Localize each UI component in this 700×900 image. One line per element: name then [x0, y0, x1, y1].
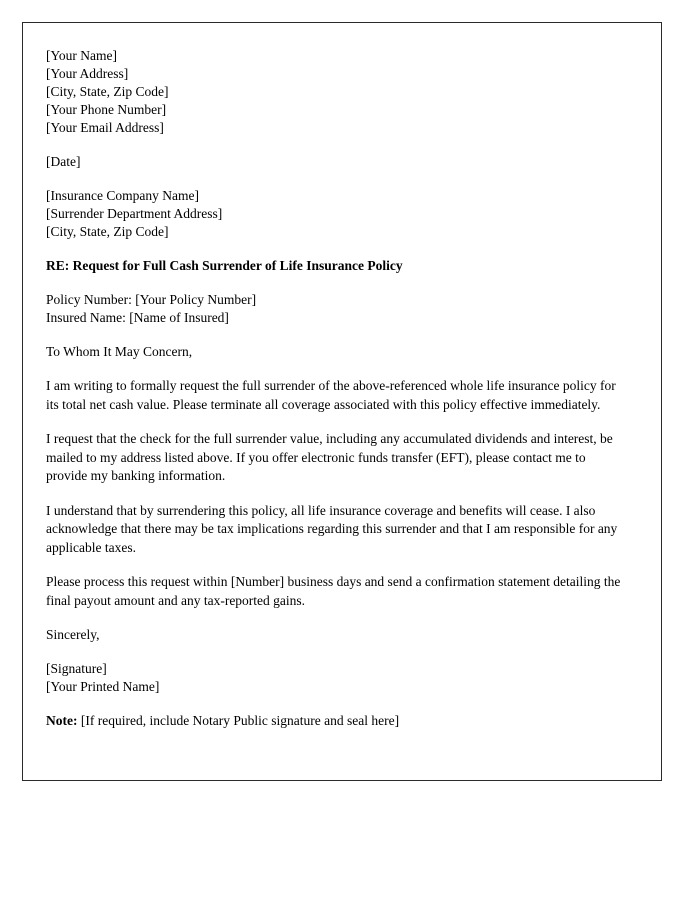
- body-paragraph-3: [46, 502, 626, 558]
- body-paragraph-1: [46, 377, 626, 414]
- signature-placeholder: [Signature]: [46, 661, 107, 676]
- date-line: [Date]: [46, 154, 81, 169]
- recipient-department: [Surrender Department Address]: [46, 206, 223, 221]
- sender-street: [Your Address]: [46, 66, 129, 81]
- subject-line: RE: Request for Full Cash Surrender of Life Insurance Policy: [46, 258, 403, 273]
- letter-content: [46, 47, 626, 730]
- sender-email: [Your Email Address]: [46, 120, 164, 135]
- subject-block: [46, 257, 626, 275]
- policy-reference-block: [46, 291, 626, 327]
- recipient-city-state-zip: [City, State, Zip Code]: [46, 224, 169, 239]
- body-paragraph-2: [46, 430, 626, 486]
- paragraph-text: I request that the check for the full surrender value, including any accumulated dividends and interest, be mailed to my address listed above. If you offer electronic funds transfer (EFT), please contact me to provide my banking information.: [46, 431, 613, 483]
- printed-name-placeholder: [Your Printed Name]: [46, 679, 160, 694]
- body-paragraph-4: [46, 573, 626, 610]
- salutation-block: [46, 343, 626, 361]
- note-block: [46, 712, 626, 730]
- policy-number-line: Policy Number: [Your Policy Number]: [46, 292, 257, 307]
- paragraph-text: I understand that by surrendering this policy, all life insurance coverage and benefits will cease. I also acknowledge that there may be tax implications regarding this surrender and that I am responsible for any applicable taxes.: [46, 502, 618, 555]
- sender-name: [Your Name]: [46, 48, 117, 63]
- note-text: [If required, include Notary Public signature and seal here]: [80, 713, 400, 728]
- document-page: [22, 22, 662, 781]
- sender-city-state-zip: [City, State, Zip Code]: [46, 84, 169, 99]
- closing-salutation: Sincerely,: [46, 627, 100, 642]
- recipient-company: [Insurance Company Name]: [46, 188, 199, 203]
- salutation: To Whom It May Concern,: [46, 344, 193, 359]
- sender-address-block: [46, 47, 626, 137]
- note-line: [46, 712, 626, 730]
- closing-block: [46, 626, 626, 644]
- note-label: Note:: [46, 713, 78, 728]
- paragraph-text: Please process this request within [Number] business days and send a confirmation statement detailing the final payout amount and any tax-reported gains.: [46, 574, 621, 608]
- insured-name-line: Insured Name: [Name of Insured]: [46, 310, 229, 325]
- sender-phone: [Your Phone Number]: [46, 102, 167, 117]
- date-block: [46, 153, 626, 171]
- recipient-address-block: [46, 187, 626, 241]
- signature-block: [46, 660, 626, 696]
- paragraph-text: I am writing to formally request the full surrender of the above-referenced whole life insurance policy for its total net cash value. Please terminate all coverage associated with this policy effective immediately.: [46, 378, 616, 412]
